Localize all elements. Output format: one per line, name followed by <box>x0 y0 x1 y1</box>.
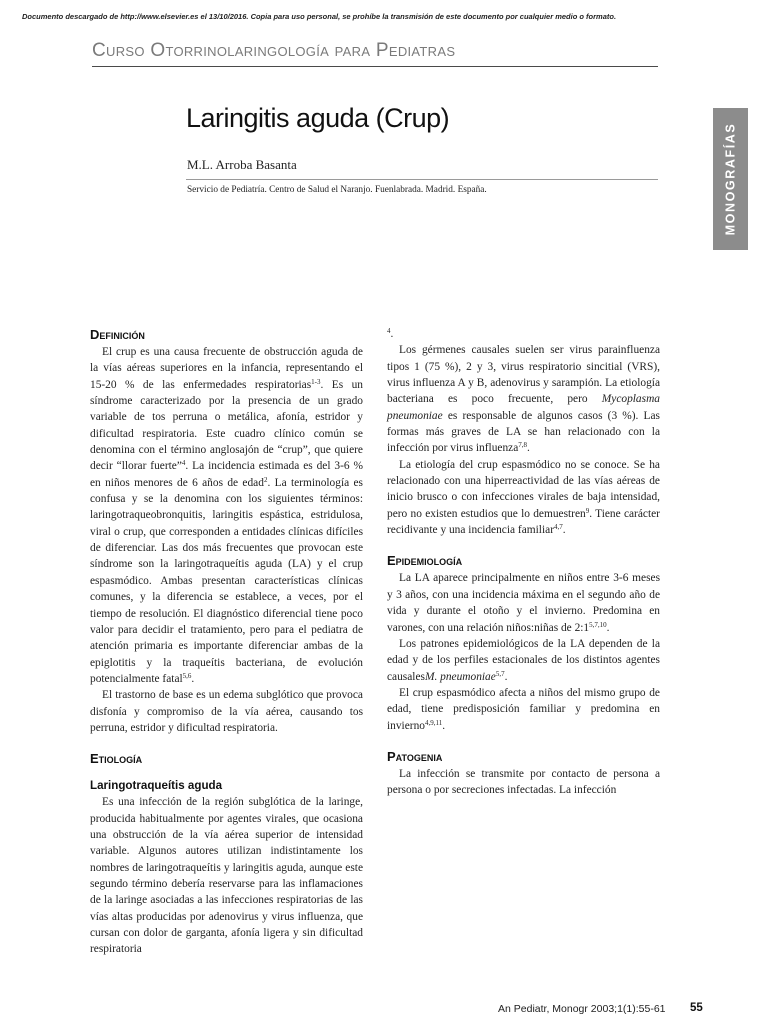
paragraph-patogenia-1: La infección se transmite por contacto de persona a persona o por secreciones infectadas. La infección <box>387 767 660 797</box>
journal-header: Curso Otorrinolaringología para Pediatras <box>92 40 456 61</box>
citation-ref: 5,7,10 <box>589 620 607 629</box>
paragraph-etiologia-3: La etiología del crup espasmódico no se conoce. Se ha relacionado con una hiperreactividad de las vías aéreas de inicio brusco o con infecciones virales de baja intensidad, pero no existen estudios que lo demuestren$^9$. Tiene carácter recidivante y una incidencia familiar$^{4,7}$. <box>387 458 660 537</box>
author-divider <box>186 179 658 180</box>
paragraph-etiologia-2: Los gérmenes causales suelen ser virus parainfluenza tipos 1 (75 %), 2 y 3, virus respiratorio sincitial (VRS), virus influenza A y B, adenovirus y sarampión. La etiología bacteriana es poco frecuente, pero Mycoplasma pneumoniae es responsable de algunos casos (3 %). Las formas más graves de LA se han relacionado con la infección por virus influenza$^{7,8}$. <box>387 344 660 455</box>
organism-name: Mycoplasma pneumoniae <box>387 393 660 422</box>
subsection-heading-laringotraqueitis: Laringotraqueítis aguda <box>90 779 223 793</box>
citation-ref: 7,8 <box>518 441 528 450</box>
citation-ref: 9 <box>585 506 590 515</box>
section-heading-definicion: Definición <box>90 327 145 342</box>
page-number: 55 <box>690 1002 703 1014</box>
section-heading-etiologia: Etiología <box>90 751 143 767</box>
citation-ref: 1-3 <box>311 377 321 386</box>
article-author: M.L. Arroba Basanta <box>187 157 297 172</box>
side-tab-label: MONOGRAFÍAS <box>723 122 738 236</box>
download-note: Documento descargado de http://www.elsevier.es el 13/10/2016. Copia para uso personal, se prohíbe la transmisión de este documento por cualquier medio o formato. <box>22 12 617 21</box>
right-column <box>387 326 660 799</box>
left-column <box>90 326 363 958</box>
citation-ref: 5,6 <box>182 671 192 680</box>
paragraph-etiologia-1b: $^4$. <box>387 327 394 340</box>
article-affiliation: Servicio de Pediatría. Centro de Salud el Naranjo. Fuenlabrada. Madrid. España. <box>187 185 487 195</box>
footer-citation: An Pediatr, Monogr 2003;1(1):55-61 <box>498 1003 666 1015</box>
paragraph-definicion-2: El trastorno de base es un edema subglótico que provoca disfonía y compromiso de la vía aérea, causando tos perruna, estridor y dificultad respiratoria. <box>90 689 363 734</box>
section-side-tab <box>713 108 748 250</box>
header-divider <box>92 66 658 67</box>
paragraph-definicion-1: El crup es una causa frecuente de obstrucción aguda de la vías aéreas superiores en la infancia, representando el 15-20 % de las enfermedades respiratorias$^{1-3}$. Es un síndrome caracterizado por la presencia de un grado variable de tos perruna o metálica, afonía, estridor y dificultad respiratoria. Este cuadro clínico común se denomina con el término anglosajón de “crup”, que quiere decir “llorar fuerte”$^4$. La incidencia estimada es del 3-6 % en niños menores de 6 años de edad$^2$. La terminología es confusa y se la denomina con los siguientes términos: laringotraqueobronquitis, laringitis espástica, estridulosa, viral o crup, que corresponden a entidades clínicas difíciles de diferenciar. Las dos más frecuentes que provocan este síndrome son la laringotraqueítis aguda (LA) y el crup espasmódico. Ambas presentan características clínicas comunes, y la diferencia se establece, a veces, por el tiempo de resolución. El diagnóstico diferencial tiene poco valor para decidir el tratamiento, pero para el pediatra de atención primaria es importante diferenciar ambas de la epiglotitis y la traqueítis bacteriana, de evolución potencialmente fatal$^{5,6}$. <box>90 346 364 685</box>
citation-ref: 4 <box>181 459 186 468</box>
paragraph-epidemiologia-3: El crup espasmódico afecta a niños del mismo grupo de edad, tiene predisposición familiar y predomina en invierno$^{4,9,11}$. <box>387 686 660 732</box>
citation-ref: 5,7 <box>495 669 505 678</box>
citation-ref: 4,9,11 <box>424 718 443 727</box>
article-title: Laringitis aguda (Crup) <box>186 103 450 133</box>
citation-ref: 2 <box>263 475 268 484</box>
section-heading-patogenia: Patogenia <box>387 748 443 764</box>
section-heading-epidemiologia: Epidemiología <box>387 553 463 569</box>
paragraph-epidemiologia-1: La LA aparece principalmente en niños entre 3-6 meses y 3 años, con una incidencia máxima en el segundo año de vida y durante el otoño y el invierno. Predomina en varones, con una relación niños:niñas de 2:1$^{5,7,10}$. <box>387 572 660 634</box>
paragraph-epidemiologia-2: Los patrones epidemiológicos de la LA dependen de la edad y de los perfiles estacionales de los distintos agentes causalesM. pneumoniae$^{5,7}$. <box>387 637 660 683</box>
citation-ref: 4 <box>387 327 391 335</box>
paragraph-etiologia-1a: Es una infección de la región subglótica de la laringe, producida habitualmente por agentes virales, que ocasiona una obstrucción de la vía aérea superior de intensidad variable. Algunos autores utilizan indistintamente los nombres de laringotraqueítis y laringitis aguda, aunque este segundo término debería reservarse para las inflamaciones de la laringe asociadas a las infecciones respiratorias de las vías altas producidas por adenovirus y virus influenza, que cursan con dolor de garganta, afonía ligera y sin dificultad respiratoria <box>90 796 363 956</box>
citation-ref: 4,7 <box>553 523 563 532</box>
organism-name: M. pneumoniae <box>424 670 496 683</box>
